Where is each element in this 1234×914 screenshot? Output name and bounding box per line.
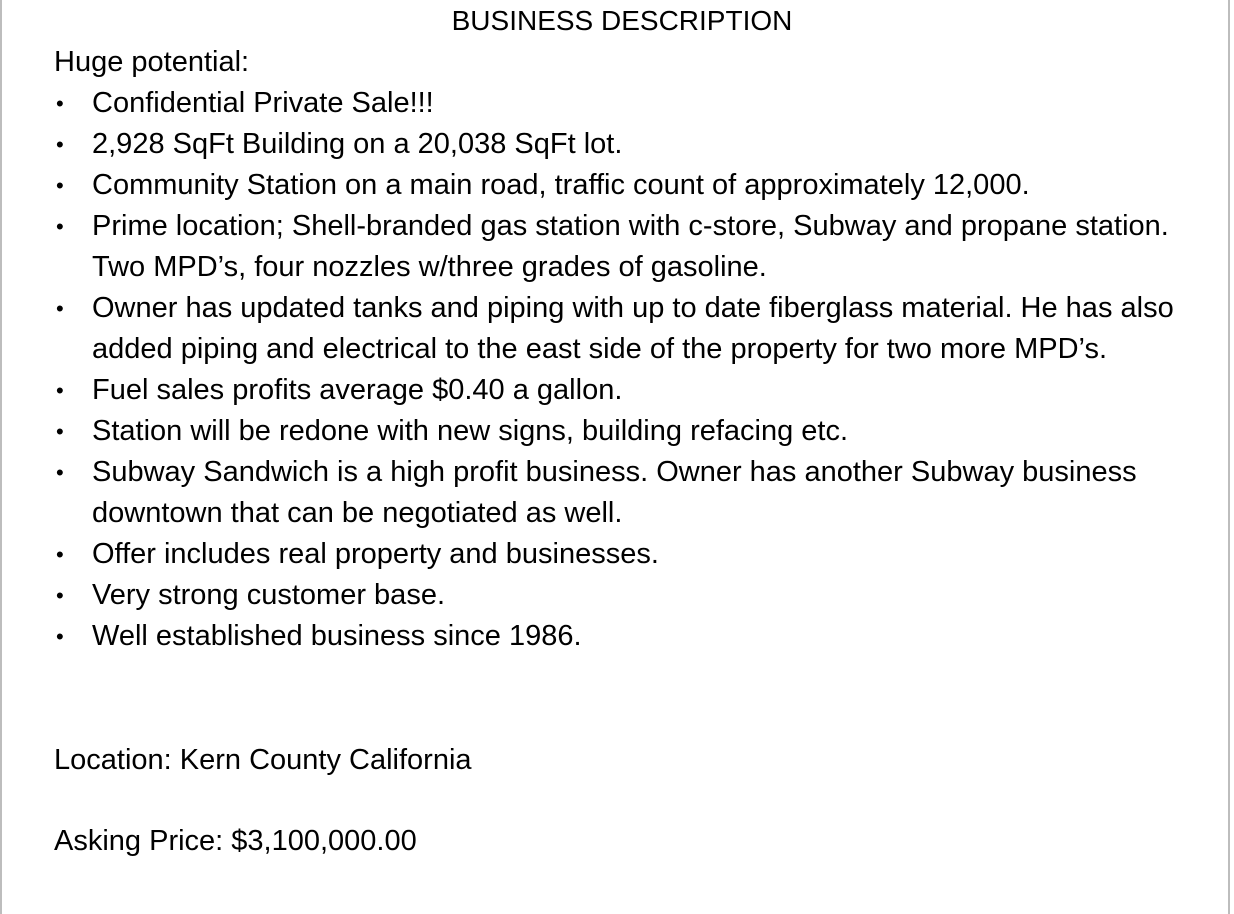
list-item <box>54 124 1174 165</box>
bullet-icon: • <box>56 460 64 485</box>
bullet-icon: • <box>56 378 64 403</box>
bullet-icon: • <box>56 542 64 567</box>
list-item-text: Community Station on a main road, traffic count of approximately 12,000. <box>92 169 1030 201</box>
list-item-text: Station will be redone with new signs, building refacing etc. <box>92 415 849 447</box>
intro-heading: Huge potential: <box>54 46 250 78</box>
list-item <box>54 370 1174 411</box>
list-item-text: Prime location; Shell-branded gas station with c-store, Subway and propane station. Two MPD’s, four nozzles w/three grades of gasoline. <box>92 210 1169 283</box>
list-item-text: Owner has updated tanks and piping with up to date fiberglass material. He has also added piping and electrical to the east side of the property for two more MPD’s. <box>92 292 1174 365</box>
list-item-text: Well established business since 1986. <box>92 620 582 652</box>
location-text: Location: Kern County California <box>54 744 472 776</box>
list-item-text: Very strong customer base. <box>92 579 445 611</box>
bullet-icon: • <box>56 419 64 444</box>
list-item <box>54 534 1174 575</box>
list-item-text: Fuel sales profits average $0.40 a gallon. <box>92 374 623 406</box>
bullet-icon: • <box>56 132 64 157</box>
bullet-icon: • <box>56 173 64 198</box>
list-item <box>54 206 1174 288</box>
asking-price-text: Asking Price: $3,100,000.00 <box>54 825 417 857</box>
list-item <box>54 452 1174 534</box>
bullet-icon: • <box>56 214 64 239</box>
list-item-text: Confidential Private Sale!!! <box>92 87 434 119</box>
list-item <box>54 616 1174 657</box>
list-item <box>54 165 1174 206</box>
list-item <box>54 411 1174 452</box>
list-item-text: 2,928 SqFt Building on a 20,038 SqFt lot. <box>92 128 623 160</box>
list-item <box>54 575 1174 616</box>
bullet-icon: • <box>56 583 64 608</box>
bullet-icon: • <box>56 296 64 321</box>
list-item <box>54 288 1174 370</box>
document-title: BUSINESS DESCRIPTION <box>451 5 793 36</box>
list-item <box>54 83 1174 124</box>
bullet-icon: • <box>56 624 64 649</box>
bullet-icon: • <box>56 91 64 116</box>
feature-list <box>54 83 1174 657</box>
list-item-text: Subway Sandwich is a high profit business. Owner has another Subway business downtown that can be negotiated as well. <box>92 456 1137 529</box>
list-item-text: Offer includes real property and businesses. <box>92 538 659 570</box>
